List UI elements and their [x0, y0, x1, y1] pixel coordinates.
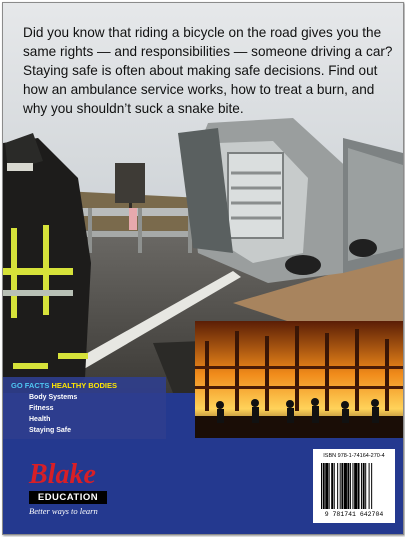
barcode-icon	[320, 463, 388, 509]
publisher-division: EDUCATION	[29, 491, 107, 504]
topic-item: Health	[29, 416, 51, 423]
publisher-name: Blake	[29, 459, 96, 490]
barcode-digits: 9 781741 642704	[324, 511, 384, 518]
topic-item: Fitness	[29, 405, 54, 412]
book-back-cover	[2, 2, 404, 535]
isbn-label: ISBN 978-1-74164-270-4	[323, 453, 385, 459]
series-name: HEALTHY BODIES	[51, 381, 118, 390]
topic-list	[29, 392, 77, 436]
topic-item: Staying Safe	[29, 427, 72, 434]
series-prefix: GO FACTS	[11, 381, 50, 390]
series-panel	[3, 377, 166, 439]
series-title	[11, 381, 117, 390]
isbn-barcode-box	[313, 449, 395, 523]
blurb-text: Did you know that riding a bicycle on the road gives you the same rights — and responsibilities — someone driving a car? Staying safe is often about making safe decisions. Find out how an ambulance service works, how to treat a burn, and why you shouldn’t suck a snake bite.	[23, 25, 393, 116]
publisher-tagline: Better ways to learn	[29, 506, 98, 516]
topic-item: Body Systems	[29, 394, 78, 401]
publisher-logo	[29, 459, 107, 516]
fire-scene-image	[195, 321, 403, 438]
